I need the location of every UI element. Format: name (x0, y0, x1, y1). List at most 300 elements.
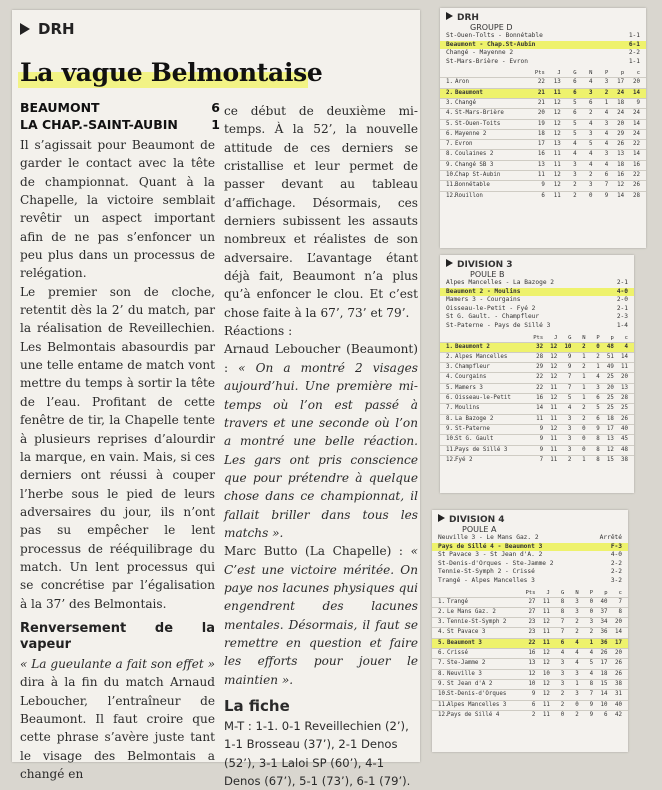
row-cell: 0 (589, 608, 594, 615)
row-rank: 10. (438, 691, 449, 698)
row-team: Courgains (455, 374, 487, 381)
match-row (440, 279, 634, 288)
row-cell: 14 (536, 405, 544, 412)
header-cell: Pts (534, 70, 545, 77)
row-cell: 26 (614, 660, 622, 667)
match-result: 2-0 (616, 296, 628, 304)
match-row (440, 41, 646, 50)
row-cell: 32 (536, 343, 544, 350)
table-row (440, 88, 646, 98)
match-row (440, 58, 646, 67)
header-rank (446, 70, 455, 77)
row-cell: 2 (582, 343, 586, 350)
match-row (432, 551, 628, 560)
table-row (440, 108, 646, 118)
row-cell: 26 (614, 670, 622, 677)
row-cell: 13 (553, 141, 561, 148)
paragraph: Réactions : (224, 324, 293, 339)
row-cell: 14 (600, 691, 608, 698)
row-cell: 4 (589, 670, 594, 677)
table-row (440, 455, 634, 465)
panel-subtitle: POULE A (462, 525, 497, 534)
row-cell: 11 (536, 415, 544, 422)
row-cell: 20 (621, 374, 628, 381)
row-cell: 1 (582, 395, 586, 402)
row-cell: 20 (614, 650, 622, 657)
row-cell: 36 (600, 639, 608, 646)
row-cell: 27 (528, 598, 536, 605)
table-row (440, 129, 646, 139)
row-cell: 25 (621, 405, 628, 412)
match-row (440, 288, 634, 297)
row-cell: 4 (589, 650, 594, 657)
row-cell: 11 (542, 639, 550, 646)
row-cell: 26 (621, 415, 628, 422)
reaction: Arnaud Leboucher (Beaumont) : « On a montré 2 visages aujourd’hui. Une première mi-temps où l’on est passé à travers et une seconde où l’on a montré une belle réaction. Les gars ont pris conscience que pour prétendre à quelque chose dans ce championnat, il fallait briller dans tous les matchs ». (224, 342, 418, 540)
panel-subtitle: POULE B (470, 270, 505, 279)
row-cell: 1 (589, 639, 594, 646)
table-row (432, 597, 628, 607)
row-team: St Jean d'A 2 (447, 680, 493, 687)
row-rank: 2. (446, 89, 453, 96)
row-rank: 7. (438, 660, 445, 667)
row-team: St-Mars-Brière (455, 110, 504, 117)
row-rank: 6. (446, 130, 453, 137)
panel-title-text: DIVISION 3 (457, 260, 513, 270)
paragraph: Il s’agissait pour Beaumont de garder le contact avec la tête de championnat. Quant à la Chapelle, la victoire semblait revêtir un aspect important afin de ne pas s’enfoncer un peu plus dans un processus de relégation. (20, 138, 215, 281)
row-team: Fyé 2 (455, 456, 473, 463)
table-row (440, 424, 634, 434)
row-rank: 1. (446, 79, 453, 86)
row-cell: 12 (528, 670, 536, 677)
header-cell: N (582, 334, 586, 341)
row-team: St-Paterne (455, 425, 490, 432)
row-cell: 6 (596, 415, 600, 422)
row-cell: 2 (575, 619, 579, 626)
panel-title-text: DRH (457, 13, 479, 23)
row-team: Tennie-St-Symph 2 (447, 619, 507, 626)
table-row (432, 689, 628, 699)
row-rank: 9. (446, 161, 453, 168)
row-cell: 20 (537, 110, 545, 117)
row-cell: 2 (596, 353, 600, 360)
row-cell: 1 (596, 364, 600, 371)
panel-title-text: DIVISION 4 (449, 515, 505, 525)
row-cell: 10 (542, 670, 550, 677)
row-cell: 17 (537, 141, 545, 148)
paragraph: « La gueulante a fait son effet » dira à la fin du match Arnaud Leboucher, l’entraîneur de Beaumont. Il faut croire que cette phrase s’avère juste tant le visage des Belmontais a changé en (20, 656, 215, 781)
row-cell: 6 (596, 395, 600, 402)
row-rank: 7. (446, 141, 453, 148)
row-rank: 12. (446, 192, 457, 199)
row-cell: 8 (618, 608, 622, 615)
row-cell: 29 (536, 364, 544, 371)
row-cell: 4 (575, 660, 579, 667)
row-cell: 3 (573, 172, 577, 179)
row-cell: 11 (542, 598, 550, 605)
row-cell: 9 (636, 99, 641, 106)
row-cell: 10 (600, 701, 608, 708)
row-cell: 9 (604, 192, 609, 199)
row-cell: 12 (553, 99, 561, 106)
row-cell: 21 (537, 99, 545, 106)
subheading: Renversement de la vapeur (20, 620, 215, 652)
row-team: Pays de Sillé 4 (447, 711, 500, 718)
row-cell: 21 (537, 89, 545, 96)
article (12, 10, 420, 788)
row-cell: 17 (606, 425, 614, 432)
row-cell: 5 (573, 120, 577, 127)
row-cell: 1 (582, 384, 586, 391)
row-cell: 3 (575, 598, 579, 605)
row-cell: 14 (621, 353, 628, 360)
table-row (440, 393, 634, 403)
row-cell: 42 (614, 711, 622, 718)
table-row (432, 617, 628, 627)
row-cell: 5 (589, 660, 594, 667)
match-row (440, 49, 646, 58)
row-cell: 28 (633, 192, 641, 199)
match-result: F-3 (610, 542, 622, 550)
row-cell: 12 (542, 691, 550, 698)
row-cell: 17 (600, 660, 608, 667)
row-cell: 26 (617, 141, 625, 148)
row-cell: 8 (560, 608, 565, 615)
table-row (440, 191, 646, 201)
header-cell: G (568, 334, 572, 341)
match-teams: Alpes Mancelles - La Bazoge 2 (446, 279, 555, 286)
header-cell: J (557, 70, 561, 77)
row-cell: 3 (588, 130, 593, 137)
row-rank: 4. (446, 110, 453, 117)
row-cell: 40 (621, 425, 628, 432)
row-rank: 4. (446, 374, 453, 381)
row-cell: 20 (617, 120, 625, 127)
row-cell: 4 (567, 405, 572, 412)
row-cell: 28 (536, 353, 544, 360)
header-cell: c (618, 589, 622, 596)
reaction: Marc Butto (La Chapelle) : « C’est une victoire méritée. On paye nos lacunes physiques qui engendrent des lacunes mentales. Désormais, il faut se remettre en question et faire les efforts pour jouer le maintien ». (224, 544, 418, 687)
row-cell: 2 (604, 89, 609, 96)
match-result: 4-0 (610, 551, 622, 559)
row-rank: 3. (438, 619, 445, 626)
row-cell: 7 (604, 182, 609, 189)
row-cell: 0 (596, 343, 600, 350)
table-row (440, 160, 646, 170)
row-rank: 3. (446, 364, 453, 371)
match-row (432, 568, 628, 577)
row-cell: 1 (582, 456, 586, 463)
row-cell: 24 (617, 89, 625, 96)
row-cell: 6 (560, 639, 565, 646)
row-cell: 9 (596, 425, 600, 432)
row-team: Rouillon (455, 192, 483, 199)
row-cell: 48 (606, 343, 614, 350)
header-cell: N (575, 589, 579, 596)
row-cell: 2 (560, 701, 565, 708)
row-cell: 38 (621, 456, 628, 463)
header-cell: P (604, 70, 609, 77)
row-cell: 12 (550, 425, 558, 432)
row-rank: 6. (446, 395, 453, 402)
row-cell: 11 (542, 711, 550, 718)
row-cell: 0 (575, 701, 579, 708)
standings-panel-drh (440, 8, 646, 248)
section-kicker: DRH (20, 20, 75, 38)
match-result: 6-1 (628, 40, 640, 48)
row-cell: 12 (550, 364, 558, 371)
match-row (432, 560, 628, 569)
row-cell: 11 (550, 405, 558, 412)
row-cell: 4 (588, 161, 593, 168)
table-row (440, 170, 646, 180)
match-teams: Beaumont - Chap.St-Aubin (446, 40, 536, 48)
table-row (432, 648, 628, 658)
table-row (440, 180, 646, 190)
row-rank: 1. (446, 343, 453, 350)
score-line-home: BEAUMONT 6 (20, 100, 220, 115)
row-cell: 11 (621, 364, 628, 371)
row-team: Neuville 3 (447, 670, 482, 677)
row-rank: 10. (446, 172, 457, 179)
row-rank: 5. (446, 120, 453, 127)
table-row (440, 362, 634, 372)
row-cell: 11 (550, 436, 558, 443)
row-team: Evron (455, 141, 473, 148)
row-cell: 17 (614, 639, 622, 646)
row-cell: 13 (606, 436, 614, 443)
row-cell: 12 (553, 110, 561, 117)
row-cell: 22 (536, 384, 544, 391)
table-row (440, 352, 634, 362)
paragraph: Le premier son de cloche, retentit dès la 2’ du match, par la réalisation de Reveillechien. Les Belmontais abasourdis par une telle entame de match vont mettre du temps à sortir la tête de l’eau. Profitant de cette fenêtre de tir, la Chapelle tente à plusieurs reprises d’alourdir la marque, en vain. Mais, si ces derniers ont réussi à couper l’herbe sous le pied de leurs adversaires du jour, ils n’ont pas su empêcher le lent processus de rééquilibrage du match. Un lent processus qui se concrétise par l’égalisation à la 37’ des Belmontais. (20, 284, 215, 611)
row-cell: 18 (606, 415, 614, 422)
row-rank: 12. (446, 456, 457, 463)
row-cell: 11 (550, 415, 558, 422)
row-cell: 5 (596, 405, 600, 412)
row-cell: 10 (564, 343, 572, 350)
row-cell: 1 (604, 99, 609, 106)
row-cell: 9 (531, 691, 536, 698)
match-row (432, 577, 628, 586)
row-cell: 11 (550, 456, 558, 463)
row-cell: 26 (633, 182, 641, 189)
row-rank: 9. (438, 680, 445, 687)
row-cell: 19 (537, 120, 545, 127)
row-cell: 11 (542, 608, 550, 615)
row-cell: 4 (575, 650, 579, 657)
row-cell: 40 (614, 701, 622, 708)
row-cell: 34 (600, 619, 608, 626)
row-rank: 8. (438, 670, 445, 677)
row-cell: 16 (537, 151, 545, 158)
row-cell: 3 (567, 446, 572, 453)
row-cell: 12 (550, 343, 558, 350)
row-cell: 3 (575, 608, 579, 615)
header-cell: J (546, 589, 550, 596)
row-cell: 12 (553, 172, 561, 179)
row-cell: 3 (575, 670, 579, 677)
match-teams: St-Denis-d'Orques - Ste-Jamme 2 (438, 559, 554, 567)
header-cell: G (560, 589, 565, 596)
header-cell: c (636, 70, 641, 77)
table-row (432, 669, 628, 679)
header-cell: N (589, 70, 593, 77)
row-cell: 12 (606, 446, 614, 453)
row-rank: 11. (438, 701, 449, 708)
row-cell: 3 (604, 79, 609, 86)
table-row (440, 149, 646, 159)
row-cell: 7 (560, 629, 565, 636)
row-cell: 13 (528, 660, 536, 667)
match-teams: Neuville 3 - Le Mans Gaz. 2 (438, 534, 539, 541)
row-cell: 3 (567, 436, 572, 443)
row-cell: 1 (582, 374, 586, 381)
row-cell: 12 (542, 680, 550, 687)
row-cell: 8 (596, 456, 600, 463)
triangle-icon (446, 259, 453, 267)
match-teams: Oisseau-le-Petit - Fyé 2 (446, 304, 536, 312)
row-team: Crissé (447, 650, 468, 657)
row-rank: 2. (438, 608, 445, 615)
row-cell: 11 (553, 161, 561, 168)
match-teams: St Pavace 3 - St Jean d'A. 2 (438, 551, 543, 559)
header-team (455, 70, 529, 77)
header-cell: P (596, 334, 600, 341)
row-cell: 9 (567, 364, 572, 371)
match-teams: Tennie-St-Symph 2 - Crissé (438, 568, 535, 576)
match-teams: St G. Gault. - Champfleur (446, 313, 540, 321)
row-team: Ste-Jamme 2 (447, 660, 486, 667)
table-row (440, 383, 634, 393)
row-cell: 4 (588, 151, 593, 158)
row-team: Mayenne 2 (455, 130, 487, 137)
row-team: Beaumont 3 (447, 639, 482, 646)
row-cell: 24 (633, 110, 641, 117)
table-row (432, 679, 628, 689)
table-row (432, 607, 628, 617)
match-teams: St-Paterne - Pays de Sillé 3 (446, 321, 551, 329)
row-cell: 18 (537, 130, 545, 137)
header-cell: p (610, 334, 614, 341)
table-row (440, 342, 634, 352)
row-cell: 12 (553, 130, 561, 137)
row-cell: 22 (633, 172, 641, 179)
row-cell: 11 (553, 151, 561, 158)
row-cell: 3 (596, 384, 600, 391)
row-cell: 11 (550, 446, 558, 453)
row-cell: 9 (539, 425, 544, 432)
row-cell: 26 (600, 650, 608, 657)
row-team: Le Mans Gaz. 2 (447, 608, 496, 615)
row-rank: 5. (446, 384, 453, 391)
row-cell: 1 (582, 353, 586, 360)
row-rank: 4. (438, 629, 445, 636)
match-row (440, 313, 634, 322)
row-cell: 11 (542, 701, 550, 708)
row-rank: 3. (446, 99, 453, 106)
match-teams: Trangé - Alpes Mancelles 3 (438, 576, 535, 584)
row-rank: 5. (438, 639, 445, 646)
table-row (432, 638, 628, 648)
standings-panel-division-4 (432, 510, 628, 752)
row-cell: 7 (560, 619, 565, 626)
row-cell: 5 (573, 99, 577, 106)
row-cell: 8 (560, 598, 565, 605)
row-cell: 7 (539, 456, 544, 463)
row-team: St Pavace 3 (447, 629, 486, 636)
row-team: Trangé (447, 598, 468, 605)
article-column-2 (224, 102, 418, 790)
row-cell: 12 (542, 619, 550, 626)
row-cell: 6 (604, 172, 609, 179)
row-team: La Bazoge 2 (455, 415, 494, 422)
header-cell: P (589, 589, 594, 596)
header-team (455, 335, 529, 342)
row-team: Mamers 3 (455, 384, 483, 391)
row-cell: 4 (604, 110, 609, 117)
fiche-text: M-T : 1-1. 0-1 Reveillechien (2’), 1-1 Brosseau (37’), 2-1 Denos (52’), 3-1 Laloi SP (60’), 4-1 Denos (67’), 5-1 (73’), 6-1 (79’). (224, 719, 411, 788)
match-result: 2-1 (616, 304, 628, 312)
row-cell: 9 (567, 353, 572, 360)
row-cell: 6 (573, 79, 577, 86)
row-cell: 11 (550, 384, 558, 391)
row-cell: 4 (573, 141, 577, 148)
row-cell: 12 (550, 374, 558, 381)
row-cell: 9 (541, 182, 545, 189)
table-header (432, 590, 628, 597)
row-cell: 2 (560, 691, 565, 698)
row-cell: 8 (596, 436, 600, 443)
row-cell: 14 (633, 120, 641, 127)
row-cell: 4 (588, 120, 593, 127)
row-rank: 10. (446, 436, 457, 443)
table-row (440, 414, 634, 424)
triangle-icon (446, 12, 453, 20)
match-result: 2-1 (616, 279, 628, 286)
match-teams: St-Ouen-Tolts - Bonnétable (446, 32, 543, 39)
row-cell: 22 (528, 639, 536, 646)
row-cell: 4 (588, 79, 593, 86)
header-cell: c (624, 334, 628, 341)
row-cell: 8 (589, 680, 594, 687)
row-cell: 7 (589, 691, 594, 698)
match-result: Arrêté (599, 534, 622, 541)
row-team: Beaumont (455, 89, 483, 96)
row-cell: 7 (567, 384, 572, 391)
row-cell: 3 (560, 660, 565, 667)
panel-title (446, 12, 646, 23)
row-cell: 12 (550, 395, 558, 402)
row-cell: 6 (604, 711, 608, 718)
triangle-icon (20, 23, 30, 35)
row-cell: 31 (614, 691, 622, 698)
row-cell: 3 (567, 425, 572, 432)
row-cell: 3 (604, 120, 609, 127)
row-cell: 11 (537, 172, 545, 179)
row-cell: 3 (604, 151, 609, 158)
row-cell: 18 (617, 99, 625, 106)
row-cell: 9 (589, 701, 594, 708)
row-cell: 25 (606, 374, 614, 381)
row-cell: 7 (618, 598, 622, 605)
row-cell: 15 (606, 456, 614, 463)
match-result: 2-2 (610, 559, 622, 567)
row-cell: 5 (573, 130, 577, 137)
row-cell: 16 (536, 395, 544, 402)
table-row (440, 139, 646, 149)
match-row (432, 543, 628, 552)
